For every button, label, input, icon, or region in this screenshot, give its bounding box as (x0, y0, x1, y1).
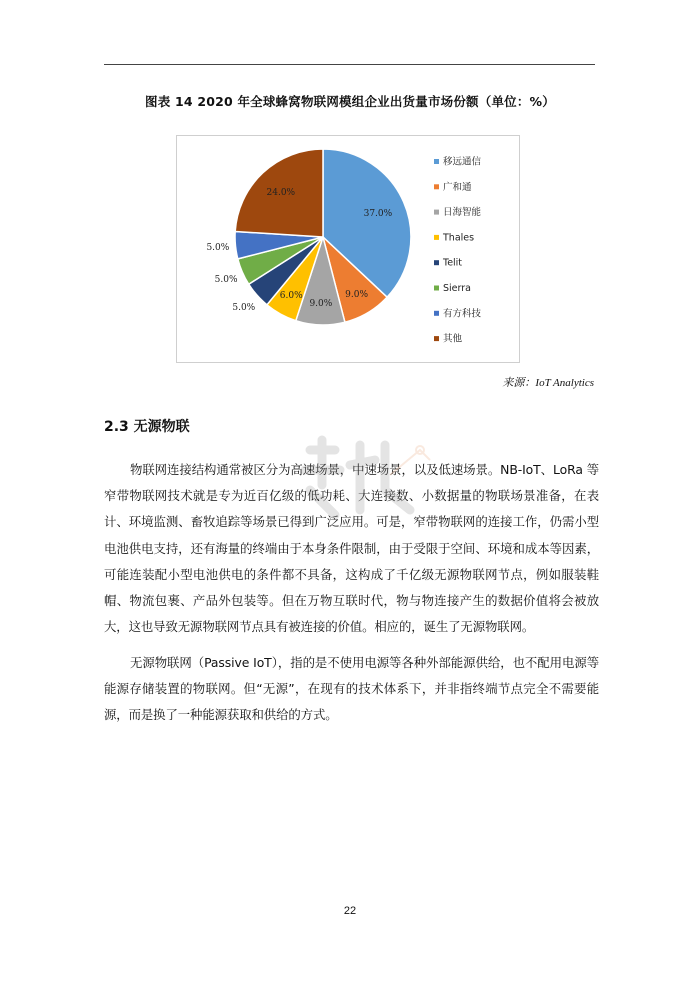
pie-data-label-4: 6.0% (279, 290, 303, 301)
legend-swatch-4 (434, 235, 439, 240)
page-number: 22 (343, 905, 357, 917)
body-paragraph-2: 无源物联网（Passive IoT），指的是不使用电源等各种外部能源供给，也不配用电源等能源存储装置的物联网。但“无源”，在现有的技术体系下，并非指终端节点完全不需要能源，而是换了一种能源获取和供给的方式。 (104, 655, 599, 723)
legend-label-7: 有方科技 (443, 308, 482, 320)
watermark-logo (290, 430, 440, 525)
legend-swatch-7 (434, 311, 439, 316)
legend-label-6: Sierra (443, 283, 471, 294)
header-rule (104, 64, 595, 65)
legend-label-1: 移远通信 (443, 156, 482, 168)
legend-swatch-1 (434, 159, 439, 164)
legend-swatch-5 (434, 260, 439, 265)
pie-data-label-2: 9.0% (345, 289, 369, 300)
pie-data-label-6: 5.0% (214, 274, 238, 285)
pie-data-label-5: 5.0% (232, 302, 256, 313)
legend-swatch-2 (434, 184, 439, 189)
legend-label-2: 广和通 (443, 181, 472, 193)
legend-label-8: 其他 (443, 333, 463, 345)
figure-source: 来源：IoT Analytics (502, 377, 594, 389)
legend-label-4: Thales (443, 232, 475, 244)
pie-data-label-7: 5.0% (206, 242, 230, 253)
legend-swatch-3 (434, 210, 439, 215)
pie-data-label-1: 37.0% (363, 209, 393, 220)
pie-data-label-8: 24.0% (266, 188, 296, 199)
pie-chart-frame (176, 135, 520, 363)
legend-swatch-8 (434, 336, 439, 341)
pie-data-label-3: 9.0% (309, 299, 333, 309)
pie-chart (177, 136, 521, 364)
body-paragraph-1: 物联网连接结构通常被区分为高速场景，中速场景，以及低速场景。NB-IoT、LoRa 等窄带物联网技术就是专为近百亿级的低功耗、大连接数、小数据量的物联场景准备，在表计、环境监测、畜牧追踪等场景已得到广泛应用。可是，窄带物联网的连接工作，仍需小型电池供电支持，还有海量的终端由于本身条件限制，由于受限于空间、环境和成本等因素，可能连装配小型电池供电的条件都不具备，这构成了千亿级无源物联网节点，例如服装鞋帽、物流包裹、产品外包装等。但在万物互联时代，物与物连接产生的数据价值将会被放大，这也导致无源物联网节点具有被连接的价值。相应的，诞生了无源物联网。 (104, 462, 599, 635)
figure-caption: 图表 14 2020 年全球蜂窝物联网模组企业出货量市场份额（单位：%） (145, 94, 555, 109)
legend-label-5: Telit (443, 257, 463, 269)
section-heading: 2.3 无源物联 (104, 419, 190, 435)
legend-label-3: 日海智能 (443, 207, 482, 219)
legend-swatch-6 (434, 286, 439, 291)
